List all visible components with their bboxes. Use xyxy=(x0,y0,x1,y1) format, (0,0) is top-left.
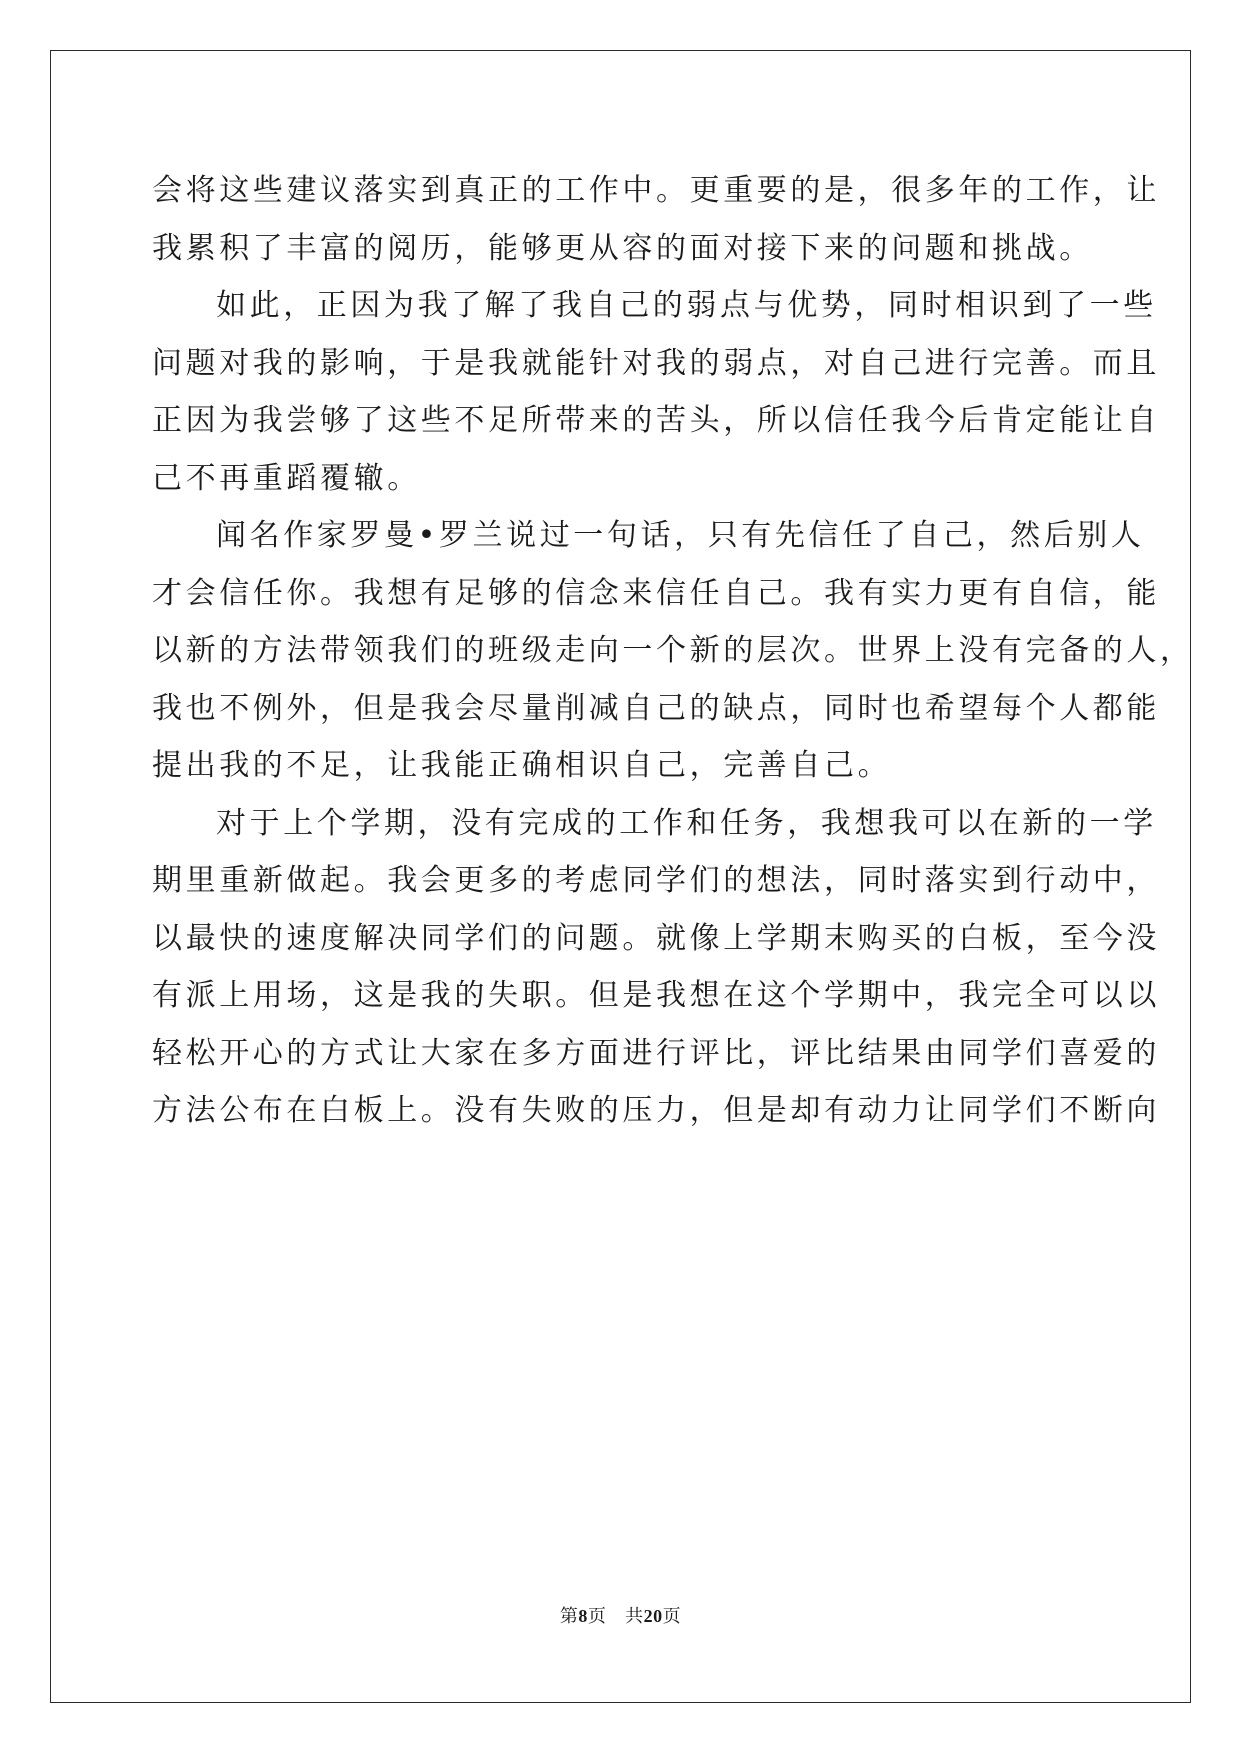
text-line: 提出我的不足，让我能正确相识自己，完善自己。 xyxy=(152,748,892,783)
text-line: 我累积了丰富的阅历，能够更从容的面对接下来的问题和挑战。 xyxy=(152,230,1093,266)
text-line: 以最快的速度解决同学们的问题。就像上学期末购买的白板，至今没 xyxy=(152,920,1160,956)
text-line: 己不再重蹈覆辙。 xyxy=(152,460,421,496)
page-label-suffix: 页 xyxy=(587,1606,607,1627)
paragraph-start-line: 如此，正因为我了解了我自己的弱点与优势，同时相识到了一些 xyxy=(216,288,1157,323)
paragraph-start-line: 对于上个学期，没有完成的工作和任务，我想我可以在新的一学 xyxy=(216,805,1157,841)
text-line: 轻松开心的方式让大家在多方面进行评比，评比结果由同学们喜爱的 xyxy=(152,1035,1160,1071)
paragraph-start-line: 闻名作家罗曼•罗兰说过一句话，只有先信任了自己，然后别人 xyxy=(216,518,1145,553)
page-number: 8 xyxy=(578,1606,588,1626)
text-line: 方法公布在白板上。没有失败的压力，但是却有动力让同学们不断向 xyxy=(152,1093,1160,1128)
text-line: 有派上用场，这是我的失职。但是我想在这个学期中，我完全可以以 xyxy=(152,978,1160,1013)
text-line: 问题对我的影响，于是我就能针对我的弱点，对自己进行完善。而且 xyxy=(152,345,1160,381)
text-line: 期里重新做起。我会更多的考虑同学们的想法，同时落实到行动中， xyxy=(152,863,1160,898)
text-line: 才会信任你。我想有足够的信念来信任自己。我有实力更有自信，能 xyxy=(152,575,1160,611)
document-body xyxy=(152,162,1194,1140)
text-line: 以新的方法带领我们的班级走向一个新的层次。世界上没有完备的人， xyxy=(152,633,1194,668)
text-line: 我也不例外，但是我会尽量削减自己的缺点，同时也希望每个人都能 xyxy=(152,690,1160,726)
total-label-prefix: 共 xyxy=(625,1606,644,1627)
page-label-prefix: 第 xyxy=(559,1606,579,1627)
total-pages: 20 xyxy=(643,1606,663,1626)
total-label-suffix: 页 xyxy=(662,1606,682,1627)
page-footer xyxy=(0,1602,1241,1628)
text-line: 会将这些建议落实到真正的工作中。更重要的是，很多年的工作，让 xyxy=(152,173,1160,208)
text-line: 正因为我尝够了这些不足所带来的苦头，所以信任我今后肯定能让自 xyxy=(152,403,1160,438)
